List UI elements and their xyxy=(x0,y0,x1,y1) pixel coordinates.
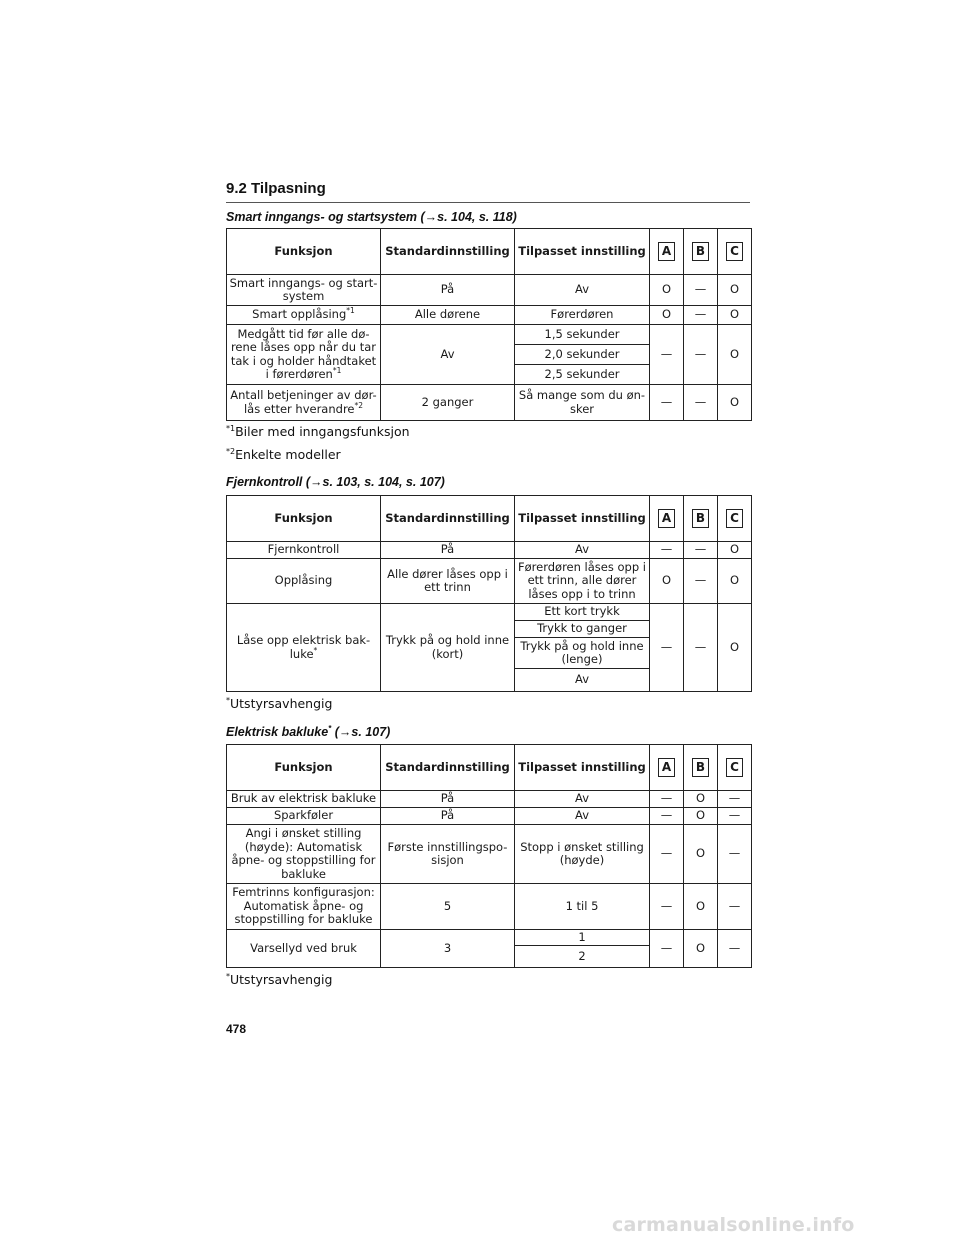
header-b xyxy=(684,745,718,791)
letter-c-icon: C xyxy=(726,509,743,528)
header-b xyxy=(684,229,718,275)
header-c xyxy=(718,745,752,791)
power-tailgate-table xyxy=(226,744,752,968)
header-function: Funksjon xyxy=(227,496,381,542)
header-custom: Tilpasset innstilling xyxy=(515,496,650,542)
table-row: Antall betjeninger av dør-lås etter hverandre$^{*2}$ 2 ganger Så mange som du øn-sker — — O xyxy=(227,385,752,421)
table-row: Bruk av elektrisk bakluke På Av — O — xyxy=(227,791,752,808)
table-row: 2 xyxy=(227,946,752,968)
table-row: Varsellyd ved bruk 3 1 — O — xyxy=(227,930,752,946)
header-c xyxy=(718,229,752,275)
header-default: Standardinnstilling xyxy=(381,745,515,791)
page-number: 478 xyxy=(226,1022,247,1036)
power-tailgate-heading: Elektrisk bakluke* (→s. 107) xyxy=(226,724,391,740)
letter-b-icon: B xyxy=(692,758,709,777)
letter-a-icon: A xyxy=(658,242,675,261)
header-a xyxy=(650,229,684,275)
arrow-icon: → xyxy=(424,210,438,224)
table-row: 2,0 sekunder xyxy=(227,345,752,365)
table-row: Fjernkontroll På Av — — O xyxy=(227,542,752,559)
letter-b-icon: B xyxy=(692,242,709,261)
table-row: Medgått tid før alle dø-rene låses opp når du tar tak i og holder håndtaket i førerdøren$^{*1}$ Av 1,5 sekunder — — O xyxy=(227,325,752,345)
smart-entry-heading: Smart inngangs- og startsystem (→s. 104, s. 118) xyxy=(226,210,517,224)
header-default: Standardinnstilling xyxy=(381,229,515,275)
table-row: Trykk på og hold inne (lenge) xyxy=(227,638,752,669)
arrow-icon: → xyxy=(310,475,323,489)
footnote: $^{*1}$Biler med inngangsfunksjon xyxy=(226,424,410,440)
header-function: Funksjon xyxy=(227,745,381,791)
table-row: Trykk to ganger xyxy=(227,621,752,638)
arrow-icon: → xyxy=(338,725,352,740)
footnote: *Utstyrsavhengig xyxy=(226,972,333,988)
header-default: Standardinnstilling xyxy=(381,496,515,542)
letter-c-icon: C xyxy=(726,242,743,261)
header-a xyxy=(650,745,684,791)
table-row: Låse opp elektrisk bak-luke* Trykk på og hold inne (kort) Ett kort trykk — — O xyxy=(227,604,752,621)
table-row: Smart inngangs- og start-system På Av O — O xyxy=(227,275,752,306)
watermark: carmanualsonline.info xyxy=(612,1214,855,1236)
table-row: 2,5 sekunder xyxy=(227,365,752,385)
table-row: Sparkføler På Av — O — xyxy=(227,808,752,825)
section-title: 9.2 Tilpasning xyxy=(226,180,326,197)
remote-control-table xyxy=(226,495,752,692)
table-row: Angi i ønsket stilling (høyde): Automatisk åpne- og stoppstilling for bakluke Første innstillingspo-sisjon Stopp i ønsket stilling (høyde) — O — xyxy=(227,825,752,884)
header-a xyxy=(650,496,684,542)
table-header-row xyxy=(227,229,752,275)
letter-c-icon: C xyxy=(726,758,743,777)
footnote: $^{*2}$Enkelte modeller xyxy=(226,447,341,463)
letter-a-icon: A xyxy=(658,758,675,777)
header-function: Funksjon xyxy=(227,229,381,275)
table-row: Femtrinns konfigurasjon: Automatisk åpne- og stoppstilling for bakluke 5 1 til 5 — O — xyxy=(227,884,752,930)
table-row: Opplåsing Alle dører låses opp i ett trinn Førerdøren låses opp i ett trinn, alle dører låses opp i to trinn O — O xyxy=(227,559,752,604)
letter-a-icon: A xyxy=(658,509,675,528)
table-row: Av xyxy=(227,669,752,692)
table-header-row xyxy=(227,745,752,791)
header-c xyxy=(718,496,752,542)
table-row: Smart opplåsing$^{*1}$ Alle dørene Førerdøren O — O xyxy=(227,306,752,325)
letter-b-icon: B xyxy=(692,509,709,528)
remote-control-heading: Fjernkontroll (→s. 103, s. 104, s. 107) xyxy=(226,475,445,489)
header-custom: Tilpasset innstilling xyxy=(515,229,650,275)
header-b xyxy=(684,496,718,542)
smart-entry-table xyxy=(226,228,752,421)
section-header xyxy=(226,178,750,203)
footnote: *Utstyrsavhengig xyxy=(226,696,333,712)
header-custom: Tilpasset innstilling xyxy=(515,745,650,791)
table-header-row xyxy=(227,496,752,542)
